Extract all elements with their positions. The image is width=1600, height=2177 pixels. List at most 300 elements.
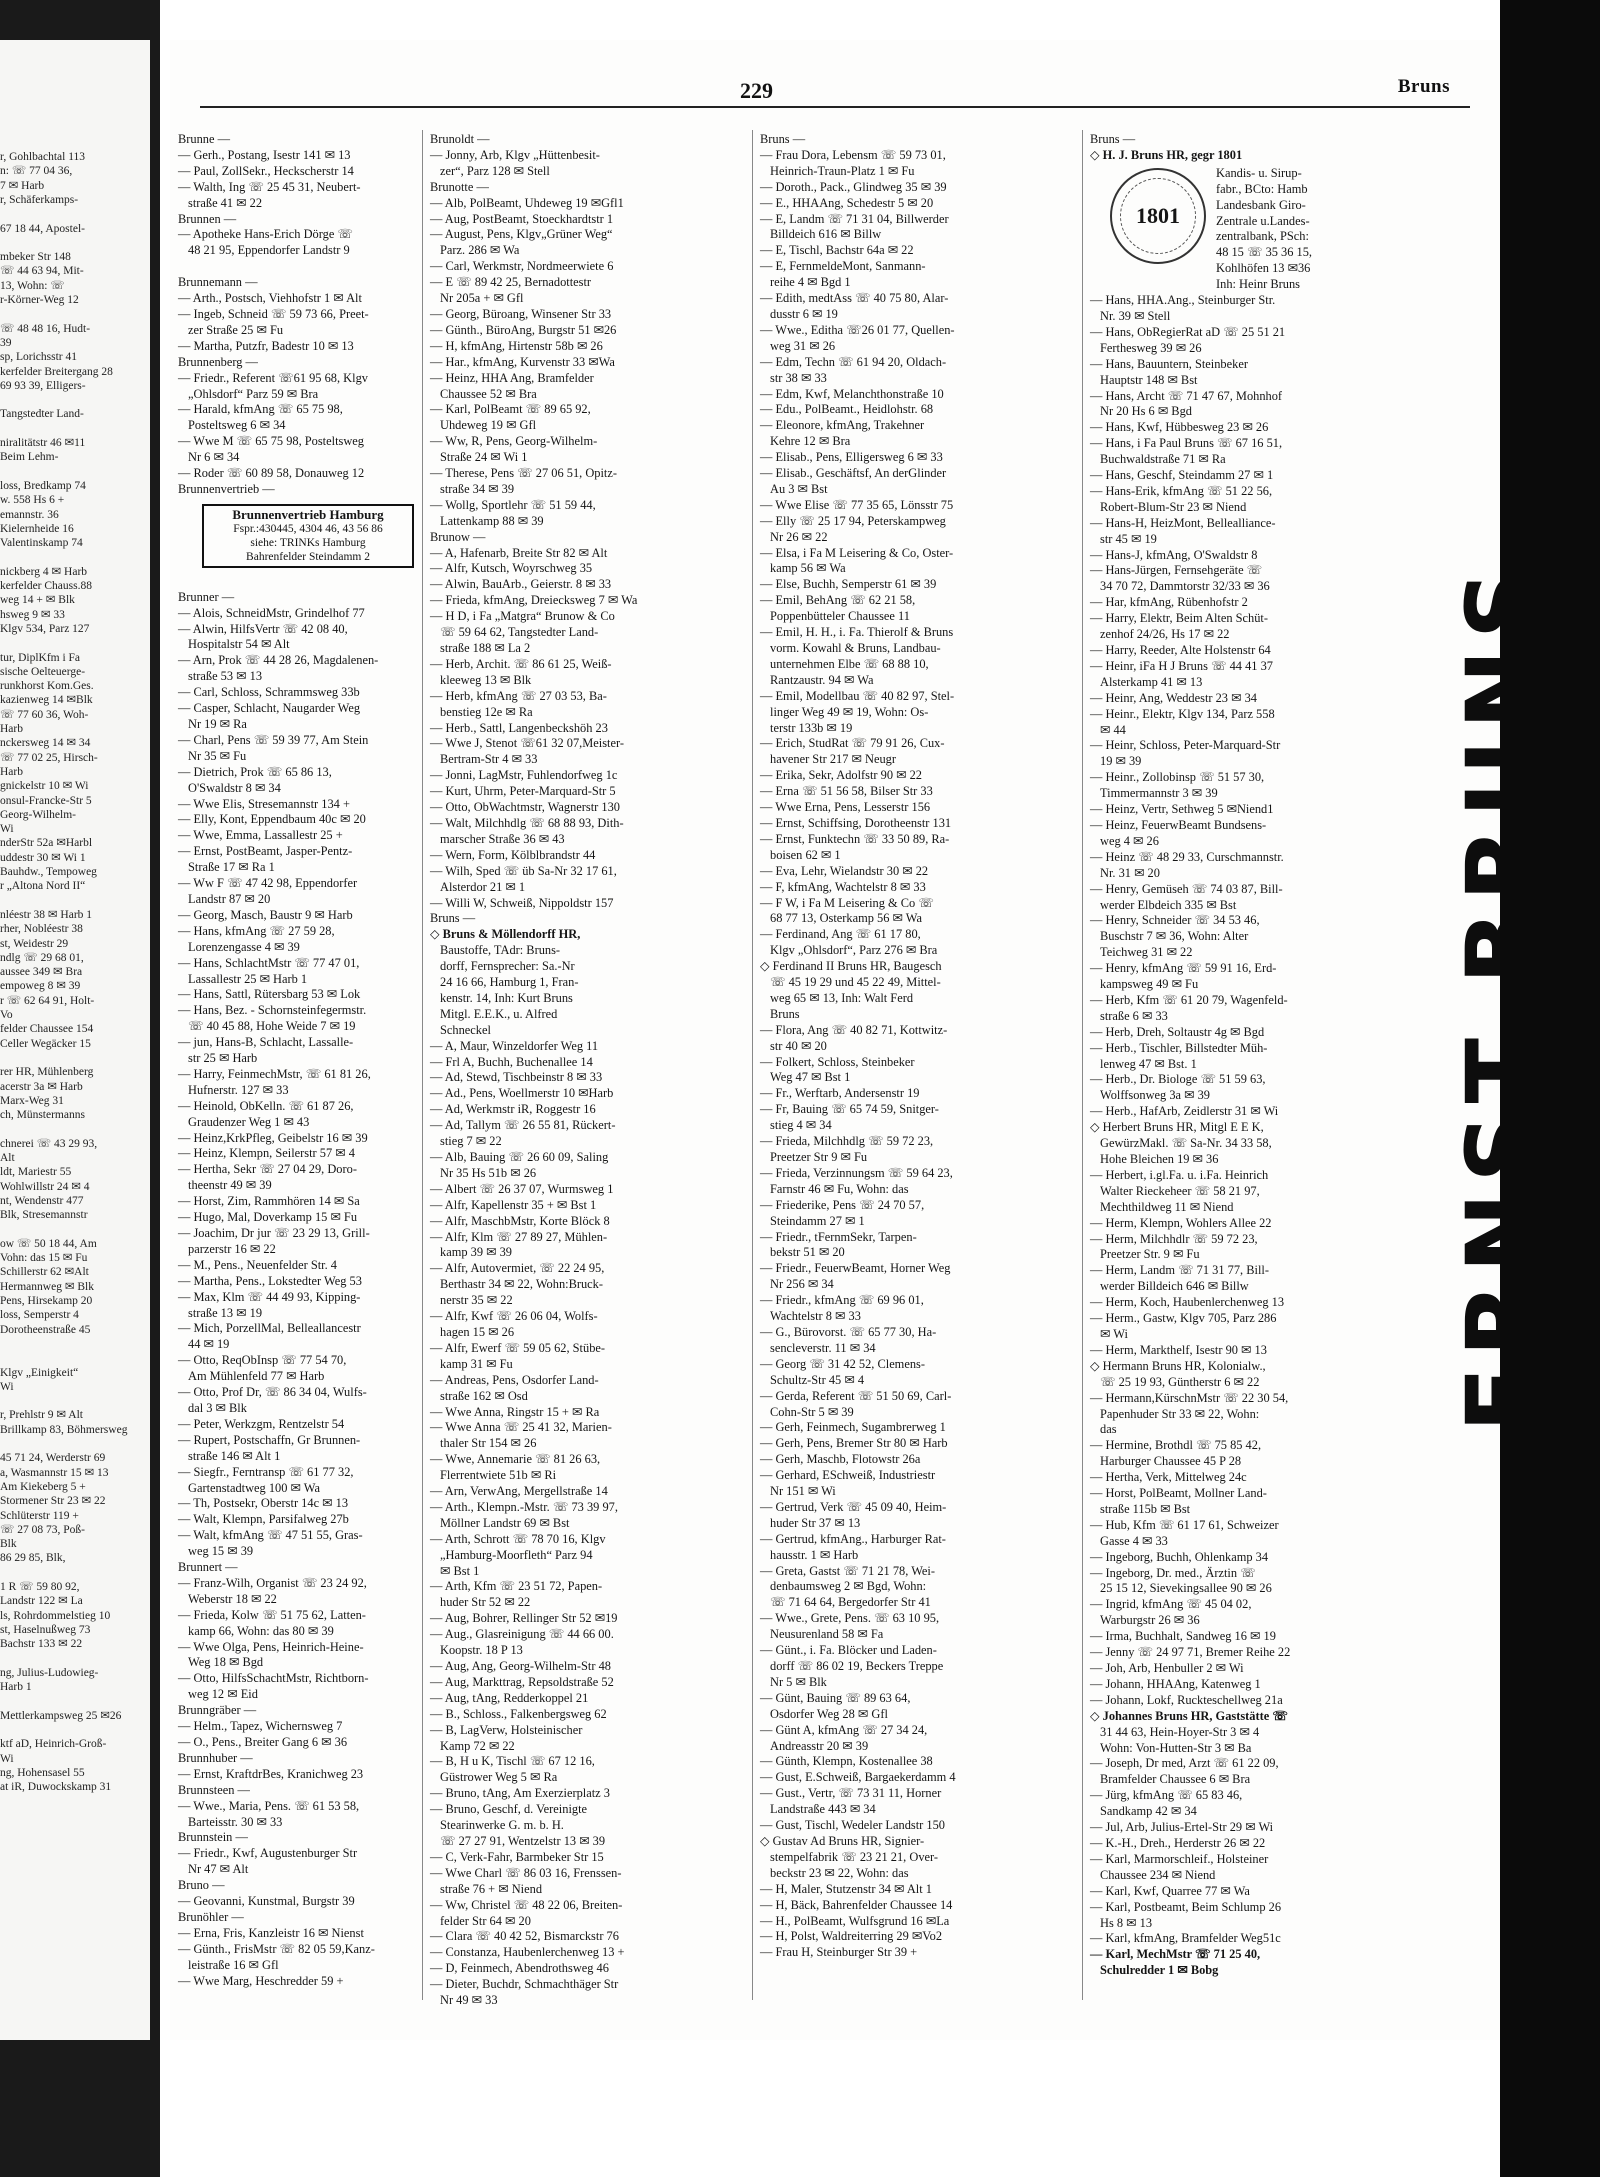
directory-entry: — Johann, Lokf, Ruckteschellweg 21a [1090,1692,1283,1707]
directory-entry: — Max, Klm ☏ 44 49 93, Kipping- [178,1289,361,1304]
directory-entry: — Karl, Postbeamt, Beim Schlump 26 [1090,1899,1282,1914]
fragment-line: 13, Wohn: ☏ [0,279,65,292]
directory-entry: — Jürg, kfmAng ☏ 65 83 46, [1090,1788,1243,1803]
directory-entry: leistraße 16 ✉ Gfl [188,1957,279,1972]
directory-entry: — Elisab., Geschäftsf, An derGlinder [760,466,947,481]
directory-entry: — Flora, Ang ☏ 40 82 71, Kottwitz- [760,1022,948,1037]
directory-entry: huder Str 52 ✉ 22 [440,1595,531,1610]
directory-entry: Landstraße 443 ✉ 34 [770,1802,876,1817]
seal-side-line: Kandis- u. Sirup- [1216,165,1302,180]
fragment-line: nt, Wendenstr 477 [0,1194,84,1207]
directory-entry: — Hertha, Sekr ☏ 27 04 29, Doro- [178,1162,357,1177]
directory-entry: — Gerhard, ESchweiß, Industriestr [760,1468,936,1483]
directory-entry: Klgv „Ohlsdorf“, Parz 276 ✉ Bra [770,943,938,958]
fragment-line: n: ☏ 77 04 36, [0,165,73,178]
directory-entry: terstr 133b ✉ 19 [770,720,853,735]
directory-entry: 48 21 95, Eppendorfer Landstr 9 [188,243,350,258]
directory-entry: — Hans, Bez. - Schornsteinfegermstr. [178,1003,367,1018]
directory-entry: ◇ Ferdinand II Bruns HR, Baugesch [760,959,942,974]
directory-entry: — Carl, Werkmstr, Nordmeerwiete 6 [430,259,614,274]
directory-entry: GewürzMakl. ☏ Sa-Nr. 34 33 58, [1100,1136,1272,1151]
directory-entry: — A, Maur, Winzeldorfer Weg 11 [430,1038,599,1053]
directory-entry: — Gerda, Referent ☏ 51 50 69, Carl- [760,1388,952,1403]
directory-entry: — Alfr, Klm ☏ 27 89 27, Mühlen- [430,1229,608,1244]
directory-entry: — Bruno, Geschf, d. Vereinigte [430,1802,588,1817]
directory-entry: — Ad, Werkmstr iR, Roggestr 16 [430,1102,596,1117]
directory-entry: — Hans, Bauuntern, Steinbeker [1090,356,1248,371]
directory-entry: — Hermine, Brothdl ☏ 75 85 42, [1090,1438,1262,1453]
directory-entry: Weberstr 18 ✉ 22 [188,1591,277,1606]
directory-entry: „Ohlsdorf“ Parz 59 ✉ Bra [188,386,319,401]
directory-entry: — Erna ☏ 51 56 58, Bilser Str 33 [760,784,933,799]
directory-entry: Hauptstr 148 ✉ Bst [1100,372,1198,387]
directory-entry: — Jonny, Arb, Klgv „Hüttenbesit- [430,147,600,162]
directory-entry: — Henry, Schneider ☏ 34 53 46, [1090,913,1260,928]
column-divider [422,130,423,2000]
directory-entry: — Hub, Kfm ☏ 61 17 61, Schweizer [1090,1517,1279,1532]
directory-entry [178,574,422,590]
directory-entry: — Th, Postsekr, Oberstr 14c ✉ 13 [178,1496,349,1511]
directory-entry: Alsterdor 21 ✉ 1 [440,879,526,894]
directory-entry: — Eleonore, kfmAng, Trakehner [760,418,925,433]
fragment-line: Wi [0,1380,14,1393]
directory-entry: — Henry, kfmAng ☏ 59 91 16, Erd- [1090,961,1277,976]
directory-entry: Brunöhler — [178,1909,244,1924]
directory-entry: beckstr 23 ✉ 22, Wohn: das [770,1865,909,1880]
directory-entry: — Erna, Fris, Kanzleistr 16 ✉ Nienst [178,1925,364,1940]
directory-entry: — Jonni, LagMstr, Fuhlendorfweg 1c [430,768,618,783]
directory-entry: zenhof 24/26, Hs 17 ✉ 22 [1100,627,1230,642]
fragment-line: acerstr 3a ✉ Harb [0,1080,83,1093]
directory-entry: — M., Pens., Neuenfelder Str. 4 [178,1257,337,1272]
directory-entry: Buchwaldstraße 71 ✉ Ra [1100,452,1226,467]
directory-entry: — Hans, kfmAng ☏ 27 59 28, [178,923,335,938]
directory-entry: Brunne — [178,132,230,146]
fragment-line: ng, Hohensasel 55 [0,1766,85,1779]
fragment-line: Vo [0,1009,13,1021]
directory-entry: straße 6 ✉ 33 [1100,1008,1168,1023]
directory-entry: Brunnstein — [178,1830,248,1845]
fragment-line: r, Prehlstr 9 ✉ Alt [0,1409,83,1422]
directory-entry: — Ww F ☏ 47 42 98, Eppendorfer [178,876,358,891]
directory-entry: — Herb, Archit. ☏ 86 61 25, Weiß- [430,656,612,671]
fragment-line: ☏ 27 08 73, Poß- [0,1523,85,1536]
fragment-line: Bauhdw., Tempoweg [0,866,97,878]
directory-entry: — Geovanni, Kunstmal, Burgstr 39 [178,1894,355,1909]
directory-entry: — Gertrud, kfmAng., Harburger Rat- [760,1531,946,1546]
directory-entry: Robert-Blum-Str 23 ✉ Niend [1100,499,1247,514]
fragment-line: r „Altona Nord II“ [0,880,86,893]
directory-entry: — Friedr., kfmAng ☏ 69 96 01, [760,1293,924,1308]
directory-entry: — Günt A, kfmAng ☏ 27 34 24, [760,1722,928,1737]
directory-entry: — Else, Buchh, Semperstr 61 ✉ 39 [760,577,937,592]
directory-entry: str 45 ✉ 19 [1100,531,1157,546]
directory-entry: Graudenzer Weg 1 ✉ 43 [188,1114,310,1129]
binding-edge [1500,0,1600,2177]
directory-entry: — Otto, Prof Dr, ☏ 86 34 04, Wulfs- [178,1385,367,1400]
directory-entry: — August, Pens, Klgv„Grüner Weg“ [430,227,613,242]
seal-side-line: Inh: Heinr Bruns [1216,277,1300,292]
directory-entry: — Alfr, Kwf ☏ 26 06 04, Wolfs- [430,1309,598,1324]
company-seal-block [1090,164,1408,293]
fragment-line: r, Schäferkamps- [0,193,79,206]
fragment-line: Schillerstr 62 ✉Alt [0,1266,89,1279]
directory-entry: — Emil, BehAng ☏ 62 21 58, [760,593,916,608]
directory-entry: Bruno — [178,1878,225,1893]
directory-entry: — Harry, Elektr, Beim Alten Schüt- [1090,611,1268,626]
directory-entry: stempelfabrik ☏ 23 21 21, Over- [770,1849,939,1864]
directory-entry: — Har, kfmAng, Rübenhofstr 2 [1090,595,1248,610]
directory-entry: kenstr. 14, Inh: Kurt Bruns [440,990,573,1005]
directory-entry: — Heinr, Ang, Weddestr 23 ✉ 34 [1090,690,1257,705]
directory-entry: kamp 39 ✉ 39 [440,1245,512,1260]
seal-year: 1801 [1136,202,1180,228]
directory-entry: — Ww, R, Pens, Georg-Wilhelm- [430,434,598,449]
directory-entry: Nr 5 ✉ Blk [770,1674,827,1689]
directory-entry: — Wwe Charl ☏ 86 03 16, Frenssen- [430,1865,622,1880]
fragment-line: ow ☏ 50 18 44, Am [0,1237,97,1250]
seal-side-line: fabr., BCto: Hamb [1216,181,1308,196]
directory-entry: thaler Str 154 ✉ 26 [440,1436,537,1451]
directory-entry: Bramfelder Chaussee 6 ✉ Bra [1100,1772,1251,1787]
directory-entry: straße 146 ✉ Alt 1 [188,1448,281,1463]
directory-entry: — Ferdinand, Ang ☏ 61 17 80, [760,927,921,942]
directory-entry: Hohe Bleichen 19 ✉ 36 [1100,1152,1219,1166]
directory-entry: — Alfr, Kutsch, Woyrschweg 35 [430,561,593,576]
running-head: Bruns [1397,76,1450,97]
directory-entry: Nr 26 ✉ 22 [770,529,828,544]
directory-entry: — Harry, FeinmechMstr, ☏ 61 81 26, [178,1066,371,1081]
seal-side-line: Zentrale u.Landes- [1216,213,1310,228]
directory-entry: Nr 35 Hs 51b ✉ 26 [440,1165,537,1180]
fragment-line: Celler Wegäcker 15 [0,1037,91,1050]
fragment-line: Wi [0,823,14,836]
directory-entry: Wolffsonweg 3a ✉ 39 [1100,1088,1210,1103]
directory-entry: — Erich, StudRat ☏ 79 91 26, Cux- [760,736,945,751]
directory-entry: Hospitalstr 54 ✉ Alt [188,637,290,652]
directory-entry: Brunnen — [178,211,237,226]
directory-page [170,40,1500,2040]
directory-entry: — Gust., Vertr, ☏ 73 31 11, Horner [760,1786,942,1801]
directory-entry [178,259,422,275]
directory-entry: — Otto, ReqObInsp ☏ 77 54 70, [178,1353,347,1368]
page-number: 229 [740,78,773,103]
directory-entry: str 38 ✉ 33 [770,370,827,385]
fragment-line: Georg-Wilhelm- [0,808,76,821]
directory-entry: — Arth, Kfm ☏ 23 51 72, Papen- [430,1579,603,1594]
directory-entry: — H D, i Fa „Matgra“ Brunow & Co [430,609,615,624]
directory-entry: Mitgl. E.E.K., u. Alfred [440,1006,558,1021]
directory-entry: Buschstr 7 ✉ 36, Wohn: Alter [1100,929,1249,944]
advertisement-title: Brunnenvertrieb Hamburg [232,506,384,522]
directory-entry: — Erika, Sekr, Adolfstr 90 ✉ 22 [760,768,922,783]
directory-entry: straße 41 ✉ 22 [188,195,263,210]
directory-entry: benstieg 12e ✉ Ra [440,704,533,719]
directory-entry: — Roder ☏ 60 89 58, Donauweg 12 [178,466,365,481]
directory-entry: Alsterkamp 41 ✉ 13 [1100,674,1203,689]
directory-entry: Hs 8 ✉ 13 [1100,1915,1153,1930]
directory-entry: — Aug, tAng, Redderkoppel 21 [430,1690,589,1705]
directory-entry: — Herb., HafArb, Zeidlerstr 31 ✉ Wi [1090,1104,1279,1119]
fragment-line: tur, DiplKfm i Fa [0,651,81,664]
directory-entry: parzerstr 16 ✉ 22 [188,1241,276,1256]
directory-entry: Andreasstr 20 ✉ 39 [770,1738,869,1753]
directory-entry: straße 76 + ✉ Niend [440,1881,543,1896]
directory-entry: Barteisstr. 30 ✉ 33 [188,1814,283,1829]
directory-entry: — Hans, Kwf, Hübbesweg 23 ✉ 26 [1090,420,1269,435]
directory-entry: Chaussee 234 ✉ Niend [1100,1867,1216,1882]
directory-entry: Baustoffe, TAdr: Bruns- [440,943,561,958]
directory-entry: kleeweg 13 ✉ Blk [440,672,532,687]
directory-entry: — Henry, Gemüseh ☏ 74 03 87, Bill- [1090,881,1283,896]
directory-entry: Brunnhuber — [178,1750,253,1765]
fragment-line: Hermannweg ✉ Blk [0,1280,94,1293]
fragment-line: st, Haselnußweg 73 [0,1623,91,1636]
directory-entry: — E, Landm ☏ 71 31 04, Billwerder [760,211,949,226]
directory-entry: stieg 7 ✉ 22 [440,1134,502,1149]
directory-entry: Teichweg 31 ✉ 22 [1100,945,1193,960]
directory-entry: — Elly, Kont, Eppendbaum 40c ✉ 20 [178,812,366,827]
directory-entry: — E, Tischl, Bachstr 64a ✉ 22 [760,243,914,258]
directory-entry: — Karl, Marmorschleif., Holsteiner [1090,1851,1269,1866]
directory-entry: nerstr 35 ✉ 22 [440,1293,513,1308]
directory-entry: — Edith, medtAss ☏ 40 75 80, Alar- [760,291,949,306]
fragment-line: onsul-Francke-Str 5 [0,794,92,807]
fragment-line: a, Wasmannstr 15 ✉ 13 [0,1466,109,1479]
directory-entry: kampsweg 49 ✉ Fu [1100,977,1199,992]
directory-entry: zer“, Parz 128 ✉ Stell [440,163,550,178]
fragment-line: sische Oelteuerge- [0,665,86,678]
directory-entry: ☏ 25 19 93, Güntherstr 6 ✉ 22 [1100,1374,1260,1389]
directory-entry: — Georg, Masch, Baustr 9 ✉ Harb [178,907,353,922]
directory-entry: Poppenbütteler Chaussee 11 [770,609,910,624]
fragment-line: Harb 1 [0,1681,32,1694]
fragment-line: 67 18 44, Apostel- [0,222,85,235]
directory-entry: Neusurenland 58 ✉ Fa [770,1627,884,1642]
directory-entry: Posteltsweg 6 ✉ 34 [188,418,286,433]
directory-entry: — Alfr, Kapellenstr 35 + ✉ Bst 1 [430,1197,597,1212]
directory-entry: Berthastr 34 ✉ 22, Wohn:Bruck- [440,1277,603,1292]
directory-entry: — Karl, kfmAng, Bramfelder Weg51c [1090,1931,1281,1946]
directory-entry: — Aug, Markttrag, Repsoldstraße 52 [430,1674,614,1689]
directory-entry: — Günth., BüroAng, Burgstr 51 ✉26 [430,322,617,337]
directory-entry: straße 53 ✉ 13 [188,669,263,684]
seal-side-line: zentralbank, PSch: [1216,229,1309,244]
fragment-line: Valentinskamp 74 [0,537,83,550]
directory-entry: 44 ✉ 19 [188,1337,230,1352]
directory-column-1 [178,132,422,2010]
directory-entry: marscher Straße 36 ✉ 43 [440,831,565,846]
directory-entry: — Ad., Pens, Woellmerstr 10 ✉Harb [430,1086,614,1101]
directory-entry: Am Mühlenfeld 77 ✉ Harb [188,1369,325,1384]
directory-entry: — Wern, Form, Kölblbrandstr 44 [430,847,596,862]
directory-entry: theenstr 49 ✉ 39 [188,1178,272,1193]
fragment-line: Tangstedter Land- [0,408,84,421]
directory-entry: vorm. Kowahl & Bruns, Landbau- [770,641,941,655]
directory-entry: Osdorfer Weg 28 ✉ Gfl [770,1706,888,1721]
directory-entry: kamp 31 ✉ Fu [440,1356,513,1371]
directory-entry: — Wwe., Maria, Pens. ☏ 61 53 58, [178,1798,360,1813]
directory-entry: — Aug, Bohrer, Rellinger Str 52 ✉19 [430,1611,618,1626]
directory-entry: 24 16 66, Hamburg 1, Fran- [440,975,579,990]
directory-entry: — Wwe M ☏ 65 75 98, Posteltsweg [178,434,364,449]
directory-entry: Schneckel [440,1022,491,1037]
directory-entry: — B, H u K, Tischl ☏ 67 12 16, [430,1754,595,1769]
directory-entry: „Hamburg-Moorfleth“ Parz 94 [440,1547,593,1562]
directory-entry: weg 31 ✉ 26 [770,338,836,353]
directory-entry: — Gerh, Pens, Bremer Str 80 ✉ Harb [760,1436,948,1451]
fragment-line: Schlüterstr 119 + [0,1509,79,1522]
directory-entry: — Joachim, Dr jur ☏ 23 29 13, Grill- [178,1226,370,1240]
directory-entry: — Jul, Arb, Julius-Ertel-Str 29 ✉ Wi [1090,1820,1274,1835]
directory-entry: Au 3 ✉ Bst [770,481,828,496]
directory-entry: — Heinz, FeuerwBeamt Bundsens- [1090,817,1267,832]
directory-entry: — Hans-Jürgen, Fernsehgeräte ☏ [1090,563,1263,578]
directory-entry: Brunow — [430,529,486,544]
directory-entry: — Ingeborg, Buchh, Ohlenkamp 34 [1090,1549,1269,1564]
directory-entry: Brunnemann — [178,275,258,290]
directory-entry: — Wwe., Editha ☏26 01 77, Quellen- [760,322,955,337]
directory-entry: — Carl, Schloss, Schrammsweg 33b [178,685,360,700]
fragment-line: w. 558 Hs 6 + [0,494,65,507]
fragment-line: niralitätstr 46 ✉11 [0,437,86,449]
directory-entry: Bruns — [760,132,806,146]
fragment-line: aussee 349 ✉ Bra [0,966,83,979]
directory-entry: — F, kfmAng, Wachtelstr 8 ✉ 33 [760,879,926,894]
fragment-line: Blk, Stresemannstr [0,1209,88,1222]
directory-entry: — Herm, Milchhdlr ☏ 59 72 23, [1090,1231,1258,1246]
directory-entry: — Irma, Buchhalt, Sandweg 16 ✉ 19 [1090,1629,1276,1644]
directory-entry: Brunotte — [430,179,489,194]
directory-entry: — B, LagVerw, Holsteinischer [430,1722,583,1737]
directory-entry: Preetzer Str. 9 ✉ Fu [1100,1247,1200,1262]
directory-entry: 19 ✉ 39 [1100,754,1142,769]
directory-entry: — Karl, PolBeamt ☏ 89 65 92, [430,402,591,417]
directory-entry: Nr 6 ✉ 34 [188,450,240,465]
directory-entry: — Wwe Elis, Stresemannstr 134 + [178,796,350,811]
directory-entry: — Casper, Schlacht, Naugarder Weg [178,701,361,716]
directory-entry: str 25 ✉ Harb [188,1051,258,1066]
directory-entry: — Walt, kfmAng ☏ 47 51 55, Gras- [178,1528,363,1543]
directory-entry: — Hans, HHA.Ang., Steinburger Str. [1090,293,1276,308]
directory-entry: Brunoldt — [430,132,490,146]
fragment-line: ch, Münstermanns [0,1109,85,1122]
directory-entry: — Alb, Bauing ☏ 26 60 09, Saling [430,1150,609,1164]
directory-entry: — Alfr, Ewerf ☏ 59 05 62, Stübe- [430,1340,606,1355]
directory-entry: straße 162 ✉ Osd [440,1388,528,1403]
directory-entry: — Bruno, tAng, Am Exerzierplatz 3 [430,1786,610,1801]
directory-entry: — Günth, Klempn, Kostenallee 38 [760,1754,933,1769]
directory-entry: Schulredder 1 ✉ Bobg [1100,1963,1219,1978]
directory-entry: reihe 4 ✉ Bgd 1 [770,275,851,290]
directory-entry: — Franz-Wilh, Organist ☏ 23 24 92, [178,1575,367,1590]
fragment-line: 1 R ☏ 59 80 92, [0,1581,80,1593]
directory-entry: Güstrower Weg 5 ✉ Ra [440,1770,558,1785]
directory-entry: — H, Bäck, Bahrenfelder Chaussee 14 [760,1897,953,1912]
directory-entry: Cohn-Str 5 ✉ 39 [770,1404,854,1419]
directory-entry: — Gerh., Postang, Isestr 141 ✉ 13 [178,147,351,162]
fragment-line: at iR, Duwockskamp 31 [0,1781,112,1794]
seal-side-line: 48 15 ☏ 35 36 15, [1216,245,1313,260]
directory-entry: Harburger Chaussee 45 P 28 [1100,1454,1242,1469]
directory-entry: Nr 151 ✉ Wi [770,1484,836,1499]
directory-entry: Kehre 12 ✉ Bra [770,434,851,449]
fragment-line: st, Weidestr 29 [0,937,69,950]
directory-entry: — Friedr., tFernmSekr, Tarpen- [760,1229,917,1244]
directory-entry: — Apotheke Hans-Erich Dörge ☏ [178,227,353,242]
directory-entry: — Harald, kfmAng ☏ 65 75 98, [178,402,343,417]
fragment-line: Vohn: das 15 ✉ Fu [0,1252,88,1265]
directory-entry: Möllner Landstr 69 ✉ Bst [440,1515,570,1530]
directory-entry: Wachtelstr 8 ✉ 33 [770,1309,861,1324]
directory-entry: str 40 ✉ 20 [770,1038,827,1053]
directory-entry: — Herb., Tischler, Billstedter Müh- [1090,1040,1268,1055]
directory-entry: — H, Maler, Stutzenstr 34 ✉ Alt 1 [760,1881,932,1896]
directory-entry: 68 77 13, Osterkamp 56 ✉ Wa [770,911,922,926]
directory-entry: — Aug, Ang, Georg-Wilhelm-Str 48 [430,1659,611,1673]
directory-entry: — Heinz, Vertr, Sethweg 5 ✉Niend1 [1090,802,1274,817]
fragment-line: ☏ 48 48 16, Hudt- [0,322,91,335]
fragment-line: 45 71 24, Werderstr 69 [0,1452,106,1465]
directory-entry: — Walt, Klempn, Parsifalweg 27b [178,1512,349,1527]
directory-entry: — Hans, Sattl, Rütersbarg 53 ✉ Lok [178,987,361,1002]
fragment-line: kerfelder Chauss.88 [0,580,92,592]
fragment-line: 69 93 39, Elligers- [0,379,86,392]
directory-entry: Bruns — [1090,132,1136,146]
directory-entry: — H, kfmAng, Hirtenstr 58b ✉ 26 [430,338,603,353]
fragment-line: emannstr. 36 [0,508,59,521]
directory-entry: — Dietrich, Prok ☏ 65 86 13, [178,764,332,779]
directory-entry: — Herb., Sattl, Langenbeckshöh 23 [430,720,608,735]
directory-entry: weg 15 ✉ 39 [188,1544,254,1559]
directory-entry: Wohn: Von-Hutten-Str 3 ✉ Ba [1100,1740,1252,1755]
directory-entry: — Otto, HilfsSchachtMstr, Richtborn- [178,1671,369,1686]
directory-entry: — Herb, kfmAng ☏ 27 03 53, Ba- [430,688,607,703]
directory-entry: — Frieda, kfmAng, Dreiecksweg 7 ✉ Wa [430,593,638,608]
directory-entry: Steindamm 27 ✉ 1 [770,1213,865,1228]
bleed-through-lettering [1430,560,1500,1960]
directory-entry: Parz. 286 ✉ Wa [440,243,520,258]
directory-entry: — Edm, Kwf, Melanchthonstraße 10 [760,386,944,401]
advertisement-line: Bahrenfelder Steindamm 2 [246,550,370,563]
directory-entry: — F W, i Fa M Leisering & Co ☏ [760,895,934,910]
directory-entry: — Ingeb, Schneid ☏ 59 73 66, Preet- [178,306,369,321]
fragment-line: Landstr 122 ✉ La [0,1595,83,1608]
fragment-line: ng, Julius-Ludowieg- [0,1666,99,1679]
directory-entry: ☏ 59 64 62, Tangstedter Land- [440,625,599,640]
directory-entry: weg 65 ✉ 13, Inh: Walt Ferd [770,990,914,1005]
fragment-line: ktf aD, Heinrich-Groß- [0,1738,107,1751]
directory-entry: Gartenstadtweg 100 ✉ Wa [188,1480,320,1495]
directory-entry: — E ☏ 89 42 25, Bernadottestr [430,275,592,290]
directory-entry: — Martha, Putzfr, Badestr 10 ✉ 13 [178,338,354,353]
directory-entry: — Frl A, Buchh, Buchenallee 14 [430,1054,593,1069]
directory-entry: O'Swaldstr 8 ✉ 34 [188,780,281,795]
directory-entry: — Gertrud, Verk ☏ 45 09 40, Heim- [760,1499,947,1514]
directory-entry: Brunnenvertrieb — [178,481,275,496]
fragment-line: chnerei ☏ 43 29 93, [0,1137,98,1150]
directory-entry: bekstr 51 ✉ 20 [770,1245,845,1260]
directory-entry: — Wwe., Grete, Pens. ☏ 63 10 95, [760,1611,940,1626]
directory-entry: — Greta, Gastst ☏ 71 21 78, Wei- [760,1563,935,1578]
directory-entry: straße 188 ✉ La 2 [440,641,531,655]
fragment-line: kerfelder Breitergang 28 [0,365,113,378]
directory-entry: Lattenkamp 88 ✉ 39 [440,513,544,528]
advertisement-line: siehe: TRINKs Hamburg [250,536,366,549]
directory-entry: — Friederike, Pens ☏ 24 70 57, [760,1197,925,1212]
directory-entry: weg 4 ✉ 26 [1100,833,1159,848]
directory-entry: Brunner — [178,589,235,604]
